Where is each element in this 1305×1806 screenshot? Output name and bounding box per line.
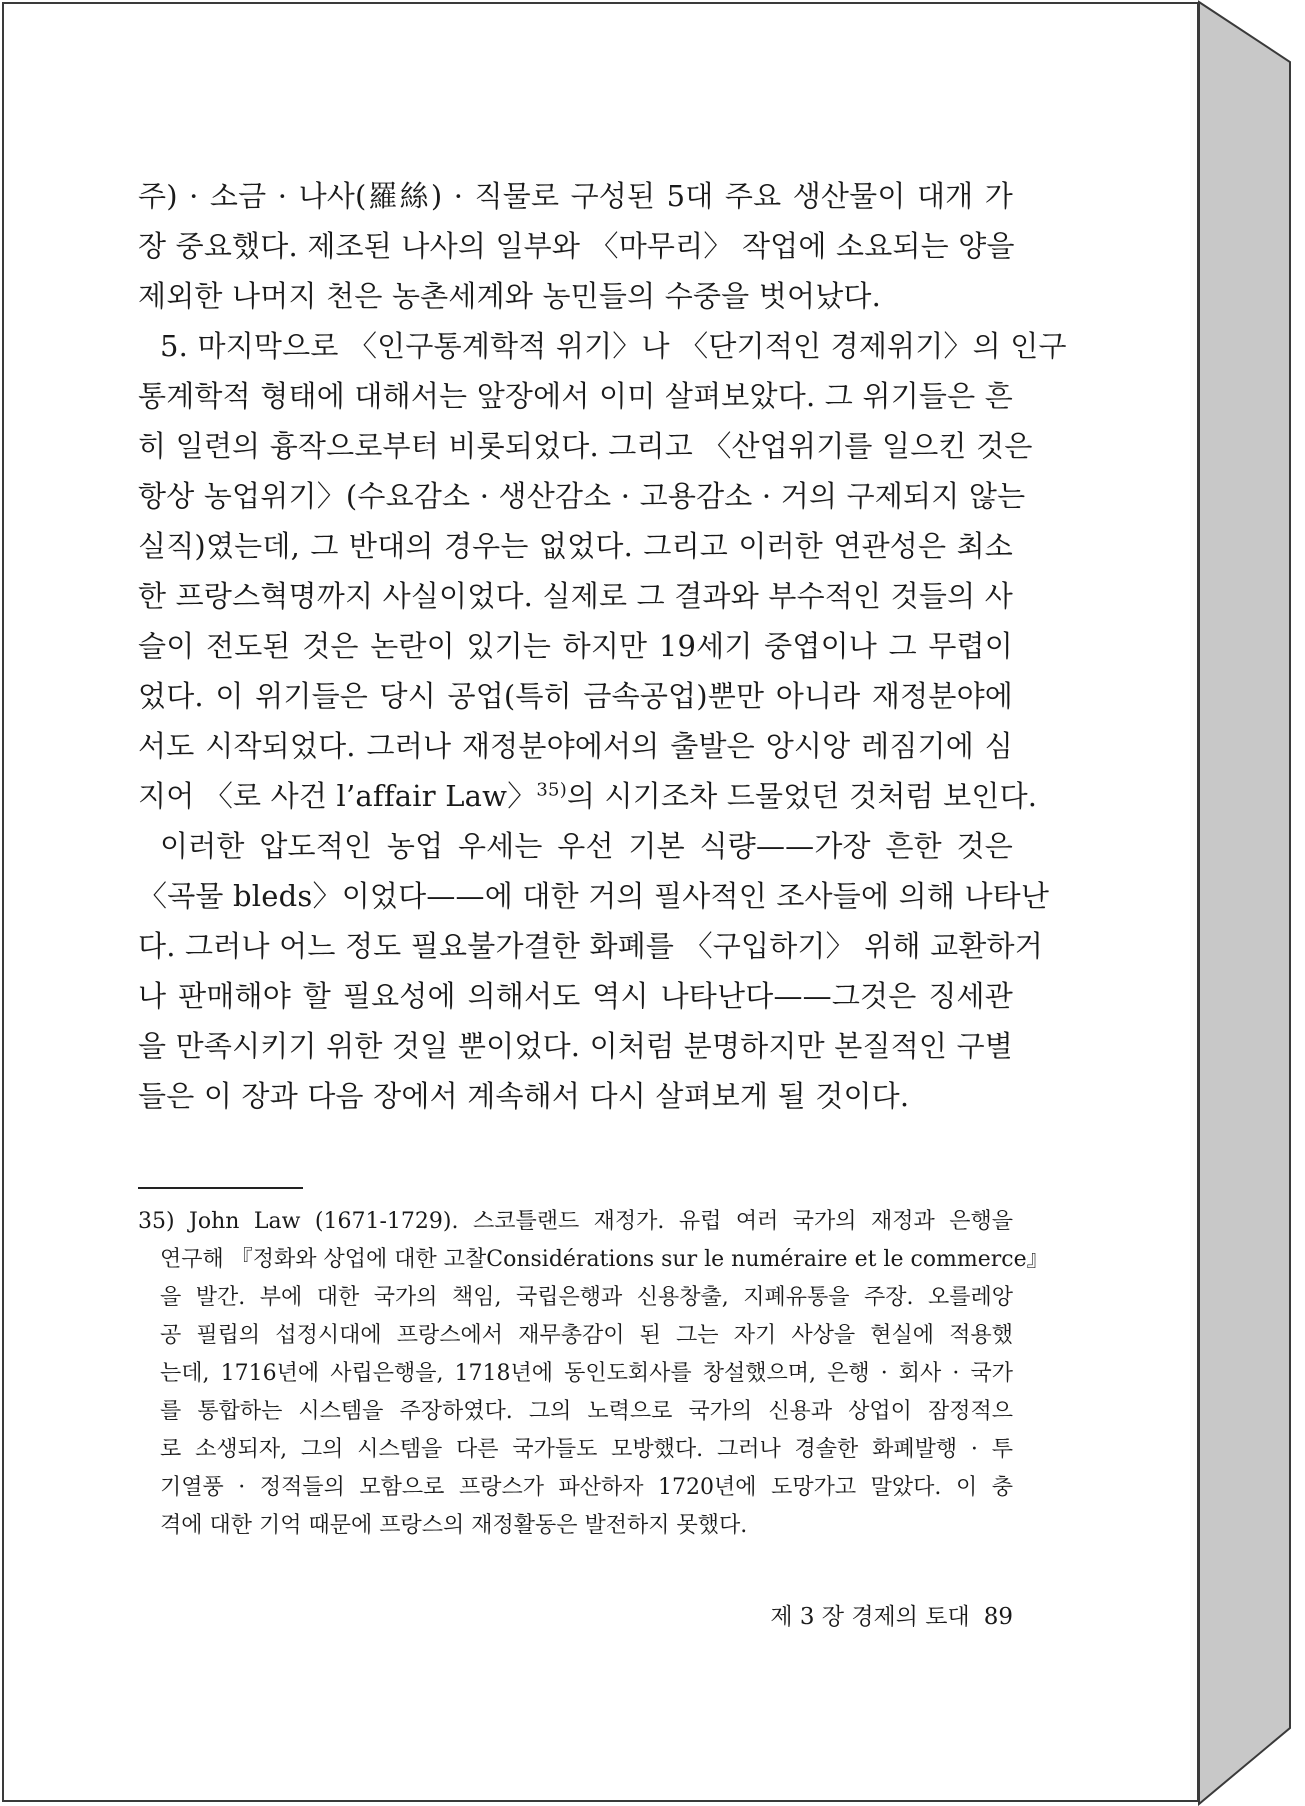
body-line: 을 만족시키기 위한 것일 뿐이었다. 이처럼 분명하지만 본질적인 구별: [138, 1029, 1013, 1063]
chapter-title: 제 3 장 경제의 토대: [770, 1604, 970, 1630]
body-line: 주) · 소금 · 나사(羅絲) · 직물로 구성된 5대 주요 생산물이 대개 가: [138, 179, 1013, 213]
footnote-line: 로 소생되자, 그의 시스템을 다른 국가들도 모방했다. 그러나 경솔한 화폐발행 · 투: [160, 1437, 1013, 1462]
body-line: 서도 시작되었다. 그러나 재정분야에서의 출발은 앙시앙 레짐기에 심: [138, 729, 1013, 763]
body-line: 항상 농업위기〉(수요감소 · 생산감소 · 고용감소 · 거의 구제되지 않는: [138, 479, 1026, 513]
body-line: 다. 그러나 어느 정도 필요불가결한 화폐를 〈구입하기〉 위해 교환하거: [138, 929, 1043, 963]
body-text-segment: 지어 〈로 사건 l’affair Law〉: [138, 779, 537, 813]
body-line: [138, 771, 1038, 821]
footnote-rule: [138, 1187, 303, 1189]
body-line: 제외한 나머지 천은 농촌세계와 농민들의 수중을 벗어났다.: [138, 279, 882, 313]
body-line: 었다. 이 위기들은 당시 공업(특히 금속공업)뿐만 아니라 재정분야에: [138, 679, 1013, 713]
body-text-segment: 의 시기조차 드물었던 것처럼 보인다.: [566, 779, 1038, 813]
footnote-reference: 35): [536, 779, 567, 801]
body-line: 장 중요했다. 제조된 나사의 일부와 〈마무리〉 작업에 소요되는 양을: [138, 229, 1015, 263]
footnote-line: 는데, 1716년에 사립은행을, 1718년에 동인도회사를 창설했으며, 은행 · 회사 · 국가: [160, 1361, 1013, 1386]
body-line: 히 일련의 흉작으로부터 비롯되었다. 그리고 〈산업위기를 일으킨 것은: [138, 429, 1033, 463]
footnote-line: 을 발간. 부에 대한 국가의 책임, 국립은행과 신용창출, 지폐유통을 주장. 오를레앙: [160, 1285, 1013, 1310]
footnote-line: 연구해 『정화와 상업에 대한 고찰Considérations sur le numéraire et le commerce』: [160, 1247, 1049, 1272]
body-line: 이러한 압도적인 농업 우세는 우선 기본 식량——가장 흔한 것은: [160, 829, 1013, 863]
footnote-line: 공 필립의 섭정시대에 프랑스에서 재무총감이 된 그는 자기 사상을 현실에 적용했: [160, 1323, 1013, 1348]
body-line: 통계학적 형태에 대해서는 앞장에서 이미 살펴보았다. 그 위기들은 흔: [138, 379, 1013, 413]
footnote-line: 35) John Law (1671-1729). 스코틀랜드 재정가. 유럽 여러 국가의 재정과 은행을: [138, 1209, 1013, 1234]
footnote-line: 격에 대한 기억 때문에 프랑스의 재정활동은 발전하지 못했다.: [160, 1513, 748, 1538]
body-line: 〈곡물 bleds〉이었다——에 대한 거의 필사적인 조사들에 의해 나타난: [138, 879, 1050, 913]
body-line: 들은 이 장과 다음 장에서 계속해서 다시 살펴보게 될 것이다.: [138, 1079, 910, 1113]
body-line: 5. 마지막으로 〈인구통계학적 위기〉나 〈단기적인 경제위기〉의 인구: [160, 329, 1067, 363]
body-line: 실직)였는데, 그 반대의 경우는 없었다. 그리고 이러한 연관성은 최소: [138, 529, 1013, 563]
body-line: 한 프랑스혁명까지 사실이었다. 실제로 그 결과와 부수적인 것들의 사: [138, 579, 1013, 613]
body-line: 슬이 전도된 것은 논란이 있기는 하지만 19세기 중엽이나 그 무렵이: [138, 629, 1013, 663]
page-footer: [730, 1600, 1013, 1634]
page-number: 89: [983, 1604, 1013, 1630]
footnote-line: 기열풍 · 정적들의 모함으로 프랑스가 파산하자 1720년에 도망가고 말았다. 이 충: [160, 1475, 1013, 1500]
body-line: 나 판매해야 할 필요성에 의해서도 역시 나타난다——그것은 징세관: [138, 979, 1013, 1013]
footnote-line: 를 통합하는 시스템을 주장하였다. 그의 노력으로 국가의 신용과 상업이 잠정적으: [160, 1399, 1013, 1424]
